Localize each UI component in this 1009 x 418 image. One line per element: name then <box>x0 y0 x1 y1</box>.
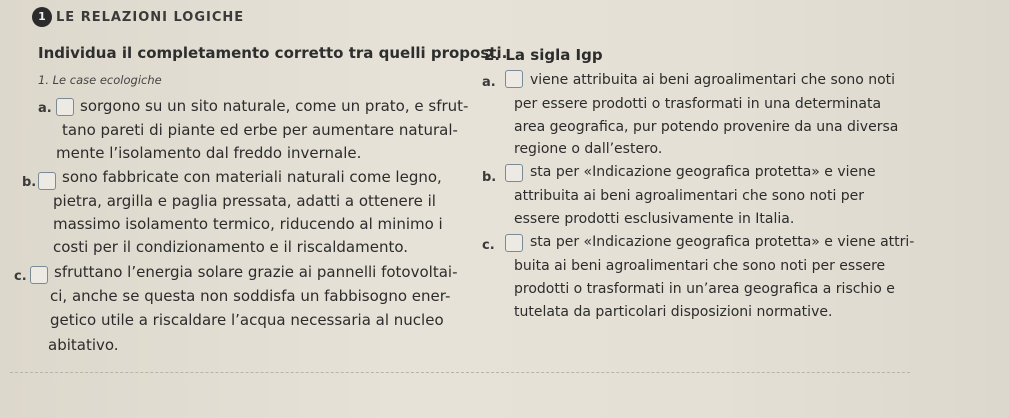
q2-option-b-letter: b. <box>482 170 497 185</box>
q1-option-a-line-3: mente l’isolamento dal freddo invernale. <box>56 144 362 162</box>
q2-option-c-line-2: buita ai beni agroalimentari che sono noti per essere <box>514 258 886 274</box>
q1-option-a-line-2: tano pareti di piante ed erbe per aumentare natural- <box>62 121 458 139</box>
q1-option-b-letter: b. <box>22 175 37 190</box>
q2-option-b-checkbox[interactable] <box>505 164 523 182</box>
q1-option-c-checkbox[interactable] <box>30 266 48 284</box>
question-2-stem <box>484 46 603 64</box>
question-1-stem: 1. Le case ecologiche <box>38 73 162 87</box>
q1-option-b-line-2: pietra, argilla e paglia pressata, adatti a ottenere il <box>53 192 436 210</box>
q2-option-b-line-2: attribuita ai beni agroalimentari che sono noti per <box>514 188 865 204</box>
q2-option-a-line-4: regione o dall’estero. <box>514 141 663 157</box>
q1-option-a-line-1: sorgono su un sito naturale, come un prato, e sfrut- <box>80 97 469 115</box>
exercise-instruction: Individua il completamento corretto tra quelli proposti. <box>38 44 508 62</box>
q2-option-c-letter: c. <box>482 238 495 253</box>
q2-option-c-line-1: sta per «Indicazione geografica protetta» e viene attri- <box>530 234 915 250</box>
q1-option-a-checkbox[interactable] <box>56 98 74 116</box>
q1-option-b-line-3: massimo isolamento termico, riducendo al minimo i <box>53 215 443 233</box>
q1-option-b-line-4: costi per il condizionamento e il riscaldamento. <box>53 238 409 256</box>
q2-option-a-checkbox[interactable] <box>505 70 523 88</box>
q1-option-c-line-4: abitativo. <box>48 336 119 354</box>
page-divider <box>10 372 910 373</box>
q2-option-b-line-3: essere prodotti esclusivamente in Italia. <box>514 211 795 227</box>
q2-option-a-line-1: viene attribuita ai beni agroalimentari che sono noti <box>530 72 896 88</box>
q2-option-c-line-4: tutelata da particolari disposizioni normative. <box>514 304 833 320</box>
q2-option-c-line-3: prodotti o trasformati in un’area geografica a rischio e <box>514 281 895 297</box>
q1-option-c-line-1: sfruttano l’energia solare grazie ai pannelli fotovoltai- <box>54 263 458 281</box>
section-number-badge: 1 <box>32 7 52 27</box>
section-title: LE RELAZIONI LOGICHE <box>56 10 245 25</box>
q2-option-a-letter: a. <box>482 75 496 90</box>
q1-option-c-line-2: ci, anche se questa non soddisfa un fabbisogno ener- <box>50 287 451 305</box>
q2-option-c-checkbox[interactable] <box>505 234 523 252</box>
q2-option-a-line-3: area geografica, pur potendo provenire da una diversa <box>514 119 899 135</box>
q2-option-b-line-1: sta per «Indicazione geografica protetta» e viene <box>530 164 876 180</box>
q1-option-a-letter: a. <box>38 101 52 116</box>
q1-option-c-letter: c. <box>14 269 27 284</box>
q1-option-b-checkbox[interactable] <box>38 172 56 190</box>
q1-option-b-line-1: sono fabbricate con materiali naturali come legno, <box>62 168 442 186</box>
question-2-stem-text: 2. La sigla Igp <box>484 46 603 64</box>
q1-option-c-line-3: getico utile a riscaldare l’acqua necessaria al nucleo <box>50 311 444 329</box>
q2-option-a-line-2: per essere prodotti o trasformati in una determinata <box>514 96 882 112</box>
